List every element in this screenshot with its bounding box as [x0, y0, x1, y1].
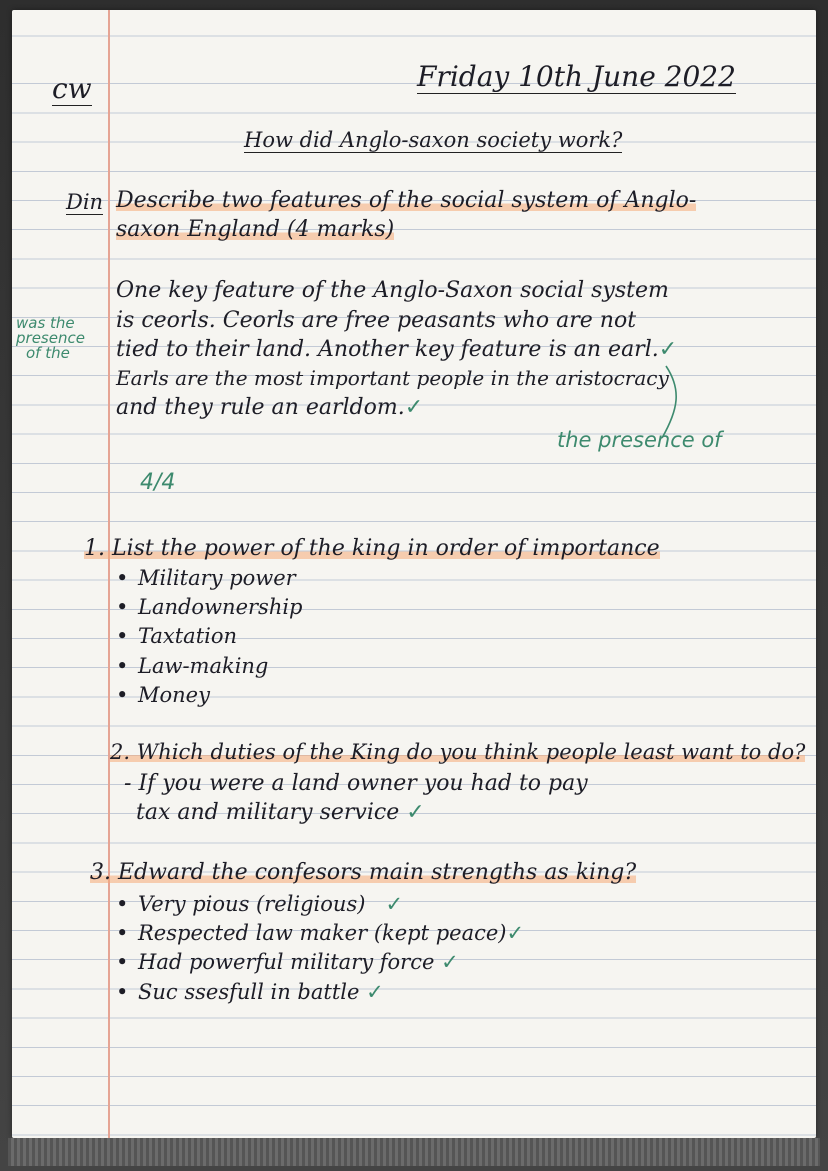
- tick-mark: ✓: [506, 921, 525, 946]
- q1-list: [116, 564, 303, 710]
- tick-mark: ✓: [385, 892, 404, 916]
- din-mark: 4/4: [140, 470, 176, 495]
- tick-mark: ✓: [366, 979, 384, 1004]
- teacher-margin-note: [16, 316, 85, 361]
- list-item: • Suc ssesfull in battle ✓: [116, 979, 384, 1004]
- list-item: • Had powerful military force ✓: [116, 950, 459, 975]
- din-answer-line: and they rule an earldom.✓: [116, 395, 424, 420]
- list-item: • Taxtation: [116, 624, 238, 649]
- q3-heading: 3. Edward the confesors main strengths as king?: [90, 860, 637, 885]
- q3-list: [116, 890, 524, 1007]
- list-item: • Very pious (religious) ✓: [116, 892, 404, 916]
- tick-mark: ✓: [441, 950, 459, 975]
- page-bottom-edge: [8, 1138, 820, 1166]
- din-question-line2: saxon England (4 marks): [116, 217, 395, 242]
- date: Friday 10th June 2022: [417, 60, 736, 93]
- list-item: • Respected law maker (kept peace)✓: [116, 921, 525, 946]
- teacher-margin-note-line: presence: [16, 329, 85, 347]
- din-answer-line: tied to their land. Another key feature is an earl.✓: [116, 337, 678, 362]
- tick-mark: ✓: [404, 395, 424, 420]
- q2-answer-line1: - If you were a land owner you had to pay: [124, 771, 588, 796]
- list-item: • Law-making: [116, 653, 269, 678]
- q2-heading: 2. Which duties of the King do you think people least want to do?: [110, 740, 806, 764]
- din-label: Din: [66, 190, 104, 214]
- teacher-inline-note: the presence of: [557, 428, 722, 452]
- din-answer-line: Earls are the most important people in the aristocracy: [116, 366, 669, 390]
- list-item: • Landownership: [116, 595, 303, 620]
- din-answer-line: One key feature of the Anglo-Saxon social system: [116, 278, 669, 303]
- correction-arrow: [652, 360, 692, 440]
- list-item: • Money: [116, 682, 210, 707]
- list-item: • Military power: [116, 566, 296, 590]
- margin-line: [108, 10, 110, 1138]
- teacher-margin-note-line: was the: [16, 314, 75, 332]
- page-title: How did Anglo-saxon society work?: [244, 128, 623, 152]
- din-question-line1: Describe two features of the social system of Anglo-: [116, 188, 697, 213]
- lined-notebook-page: [12, 10, 816, 1138]
- teacher-margin-note-line: of the: [26, 344, 70, 362]
- tick-mark: ✓: [658, 337, 678, 362]
- din-answer-line: is ceorls. Ceorls are free peasants who are not: [116, 308, 637, 333]
- q2-answer-line2: tax and military service ✓: [136, 800, 425, 825]
- classwork-label: cw: [52, 72, 92, 105]
- tick-mark: ✓: [406, 800, 425, 825]
- q1-heading: 1. List the power of the king in order of importance: [84, 536, 660, 561]
